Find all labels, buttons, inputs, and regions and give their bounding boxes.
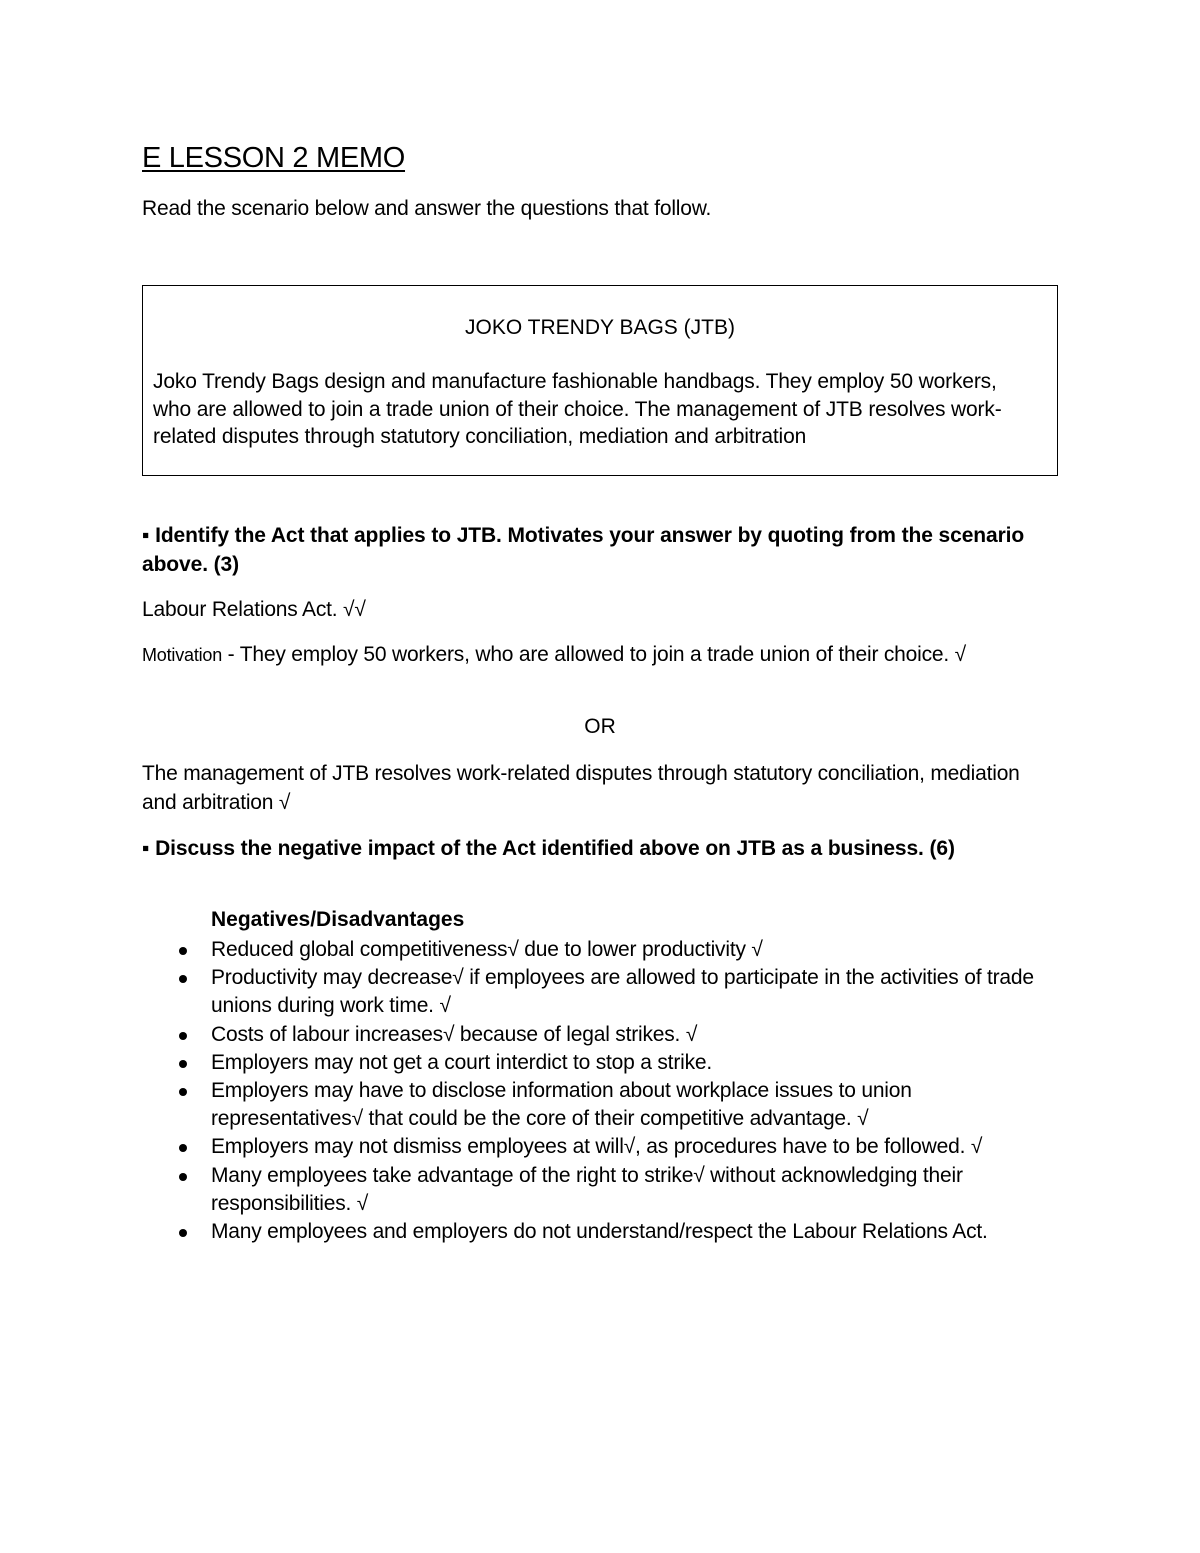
list-item-text: Employers may not dismiss employees at will√, as procedures have to be followed. √ xyxy=(211,1135,983,1159)
bullet-icon xyxy=(179,1229,187,1237)
list-item-text: Many employees and employers do not understand/respect the Labour Relations Act. xyxy=(211,1220,988,1244)
list-item xyxy=(142,1218,1060,1246)
list-item-text: Employers may not get a court interdict to stop a strike. xyxy=(211,1050,712,1074)
list-item-text: Reduced global competitiveness√ due to lower productivity √ xyxy=(211,938,763,961)
bullet-icon xyxy=(179,1144,187,1152)
list-item xyxy=(142,1021,1060,1049)
question-1-alternative: The management of JTB resolves work-related disputes through statutory conciliation, mediation and arbitration √ xyxy=(142,762,1020,814)
list-item xyxy=(142,1162,1060,1218)
list-item-text: Costs of labour increases√ because of legal strikes. √ xyxy=(211,1022,698,1046)
list-item-text: Employers may have to disclose information about workplace issues to union representatives√ that could be the core of their competitive advantage. √ xyxy=(211,1079,912,1131)
list-item xyxy=(142,936,1060,964)
list-item xyxy=(142,964,1060,1020)
list-item xyxy=(142,1133,1060,1161)
bullet-icon xyxy=(179,1088,187,1096)
bullet-icon xyxy=(179,1032,187,1040)
motivation-label: Motivation xyxy=(142,645,223,665)
bullet-icon xyxy=(179,1060,187,1068)
bullet-icon xyxy=(179,975,187,983)
list-item-text: Many employees take advantage of the right to strike√ without acknowledging their responsibilities. √ xyxy=(211,1163,963,1215)
page-title: E LESSON 2 MEMO xyxy=(142,142,406,174)
motivation-text: - They employ 50 workers, who are allowed to join a trade union of their choice. √ xyxy=(222,643,966,666)
negatives-heading: Negatives/Disadvantages xyxy=(211,908,465,931)
bullet-icon xyxy=(179,1173,187,1181)
negatives-list xyxy=(142,936,1060,1246)
question-1-motivation xyxy=(142,641,1042,670)
or-separator: OR xyxy=(584,715,616,738)
scenario-title: JOKO TRENDY BAGS (JTB) xyxy=(465,316,735,339)
scenario-body: Joko Trendy Bags design and manufacture fashionable handbags. They employ 50 workers, who are allowed to join a trade union of their choice. The management of JTB resolves work-related disputes through statutory conciliation, mediation and arbitration xyxy=(153,370,1002,448)
list-item xyxy=(142,1077,1060,1133)
question-1-answer: Labour Relations Act. √√ xyxy=(142,598,366,621)
intro-text: Read the scenario below and answer the questions that follow. xyxy=(142,197,712,220)
list-item-text: Productivity may decrease√ if employees are allowed to participate in the activities of trade unions during work time. √ xyxy=(211,966,1034,1018)
list-item xyxy=(142,1049,1060,1077)
bullet-icon xyxy=(179,947,187,955)
scenario-box xyxy=(142,285,1058,476)
question-1: ▪ Identify the Act that applies to JTB. Motivates your answer by quoting from the scenario above. (3) xyxy=(142,524,1025,576)
question-2: ▪ Discuss the negative impact of the Act identified above on JTB as a business. (6) xyxy=(142,837,955,860)
